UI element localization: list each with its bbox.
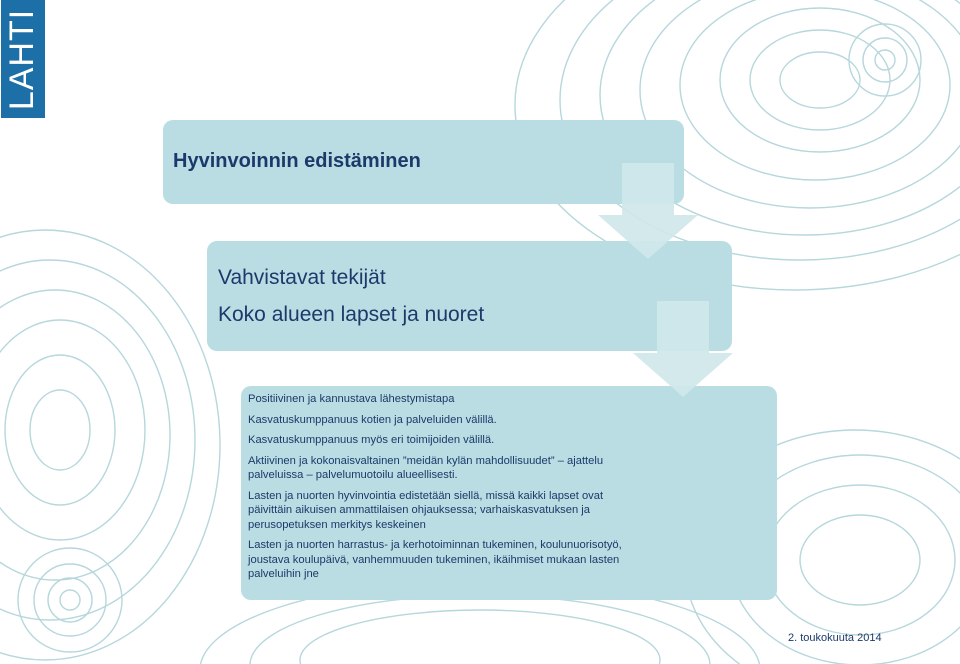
- subtitle-all-children: Koko alueen lapset ja nuoret: [218, 303, 485, 326]
- footer-date: 2. toukokuuta 2014: [788, 632, 882, 644]
- logo-text: LAHTI: [3, 8, 42, 110]
- title-wellbeing-promotion: Hyvinvoinnin edistäminen: [173, 150, 421, 172]
- list-item: Kasvatuskumppanuus kotien ja palveluiden välillä.: [248, 413, 497, 426]
- list-item: Positiivinen ja kannustava lähestymistapa: [248, 393, 455, 405]
- lahti-logo: [1, 0, 45, 118]
- subtitle-strengthening-factors: Vahvistavat tekijät: [218, 266, 386, 289]
- down-arrow-2: [633, 301, 733, 397]
- down-arrow-1: [598, 163, 698, 259]
- details-list: [248, 392, 768, 582]
- list-item: Kasvatuskumppanuus myös eri toimijoiden välillä.: [248, 434, 495, 446]
- list-item: Lasten ja nuorten hyvinvointia edistetään siellä, missä kaikki lapset ovat päivittäin aikuisen ammattilaisen ohjauksessa; varhaiskasvatuksen ja perusopetuksen merkitys keskeinen: [248, 489, 604, 531]
- list-item: Aktiivinen ja kokonaisvaltainen ”meidän kylän mahdollisuudet” – ajattelu palveluissa – palvelumuotoilu alueellisesti.: [248, 454, 604, 481]
- list-item: Lasten ja nuorten harrastus- ja kerhotoiminnan tukeminen, koulunuorisotyö, joustava koulupäivä, vanhemmuuden tukeminen, ikäihmiset mukaan lasten palveluihin jne: [248, 539, 622, 580]
